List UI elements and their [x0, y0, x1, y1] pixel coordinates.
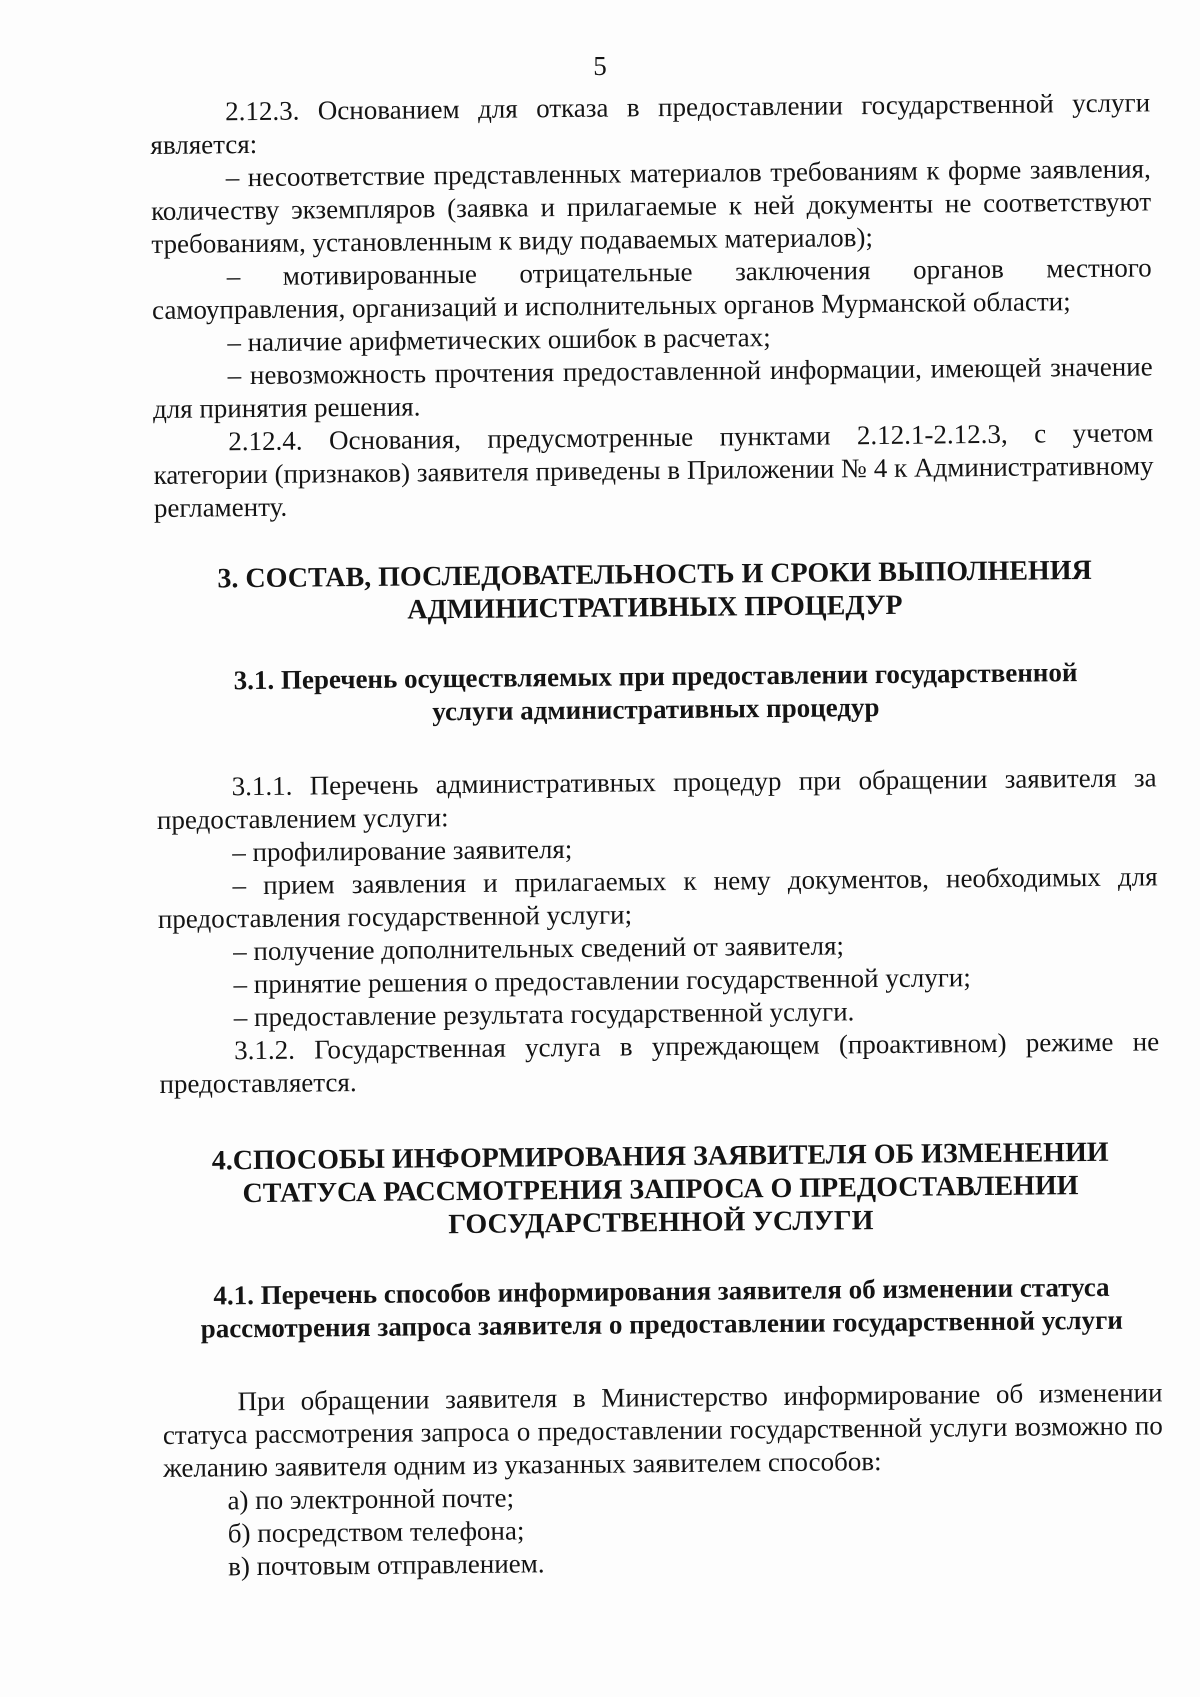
- refusal-item: – несоответствие представленных материалов требованиям к форме заявления, количеству экземпляров (заявка и прилагаемые к ней документы не соответствуют требованиям, установленным к виду подаваемых материалов);: [150, 153, 1152, 259]
- page-number: 5: [593, 51, 607, 81]
- paragraph-2-12-3: 2.12.3. Основанием для отказа в предоставлении государственной услуги является:: [150, 87, 1151, 160]
- subsection-3-1-title-line: 3.1. Перечень осуществляемых при предоставлении государственной: [233, 657, 1078, 696]
- paragraph-4-1-intro: При обращении заявителя в Министерство информирование об изменении статуса рассмотрения запроса о предоставлении государственной услуги возможно по желанию заявителя одним из указанных заявителем способов:: [162, 1377, 1163, 1483]
- subsection-4-1-title: [161, 1270, 1162, 1346]
- notification-method-item: в) почтовым отправлением.: [227, 1548, 545, 1582]
- refusal-item: – наличие арифметических ошибок в расчетах;: [227, 322, 771, 358]
- section-3-title-line: АДМИНИСТРАТИВНЫХ ПРОЦЕДУР: [407, 589, 903, 626]
- paragraph-3-1-2: 3.1.2. Государственная услуга в упреждающем (проактивном) режиме не предоставляется.: [159, 1026, 1160, 1099]
- subsection-4-1-title-line: 4.1. Перечень способов информирования заявителя об изменении статуса: [213, 1271, 1110, 1311]
- subsection-3-1-title-line: услуги административных процедур: [432, 692, 880, 727]
- subsection-4-1-title-line: рассмотрения запроса заявителя о предоставлении государственной услуги: [200, 1304, 1124, 1344]
- procedure-item: – профилирование заявителя;: [232, 833, 573, 868]
- section-4-title: [160, 1135, 1161, 1244]
- notification-method-item: б) посредством телефона;: [227, 1515, 525, 1549]
- refusal-item: – мотивированные отрицательные заключения органов местного самоуправления, организаций и исполнительных органов Мурманской области;: [151, 252, 1152, 325]
- procedure-item: – принятие решения о предоставлении государственной услуги;: [233, 962, 971, 1000]
- section-4-title-line: ГОСУДАРСТВЕННОЙ УСЛУГИ: [448, 1205, 874, 1241]
- paragraph-3-1-1: 3.1.1. Перечень административных процедур при обращении заявителя за предоставлением услуги:: [156, 762, 1157, 835]
- section-4-title-line: 4.СПОСОБЫ ИНФОРМИРОВАНИЯ ЗАЯВИТЕЛЯ ОБ ИЗМЕНЕНИИ: [211, 1136, 1109, 1177]
- paragraph-2-12-4: 2.12.4. Основания, предусмотренные пунктами 2.12.1-2.12.3, с учетом категории (признаков) заявителя приведены в Приложении № 4 к Административному регламенту.: [153, 417, 1154, 523]
- notification-method-item: а) по электронной почте;: [227, 1482, 515, 1516]
- section-4-title-line: СТАТУСА РАССМОТРЕНИЯ ЗАПРОСА О ПРЕДОСТАВЛЕНИИ: [242, 1170, 1079, 1210]
- procedure-item: – получение дополнительных сведений от заявителя;: [233, 930, 845, 967]
- subsection-3-1-title: [155, 655, 1156, 731]
- section-3-title: [154, 553, 1155, 629]
- refusal-item: – невозможность прочтения предоставленной информации, имеющей значение для принятия решения.: [152, 351, 1153, 424]
- procedure-item: – предоставление результата государственной услуги.: [233, 996, 855, 1033]
- section-3-title-line: 3. СОСТАВ, ПОСЛЕДОВАТЕЛЬНОСТЬ И СРОКИ ВЫПОЛНЕНИЯ: [217, 554, 1092, 595]
- page-content: [150, 86, 1164, 1584]
- procedure-item: – прием заявления и прилагаемых к нему документов, необходимых для предоставления государственной услуги;: [157, 861, 1158, 934]
